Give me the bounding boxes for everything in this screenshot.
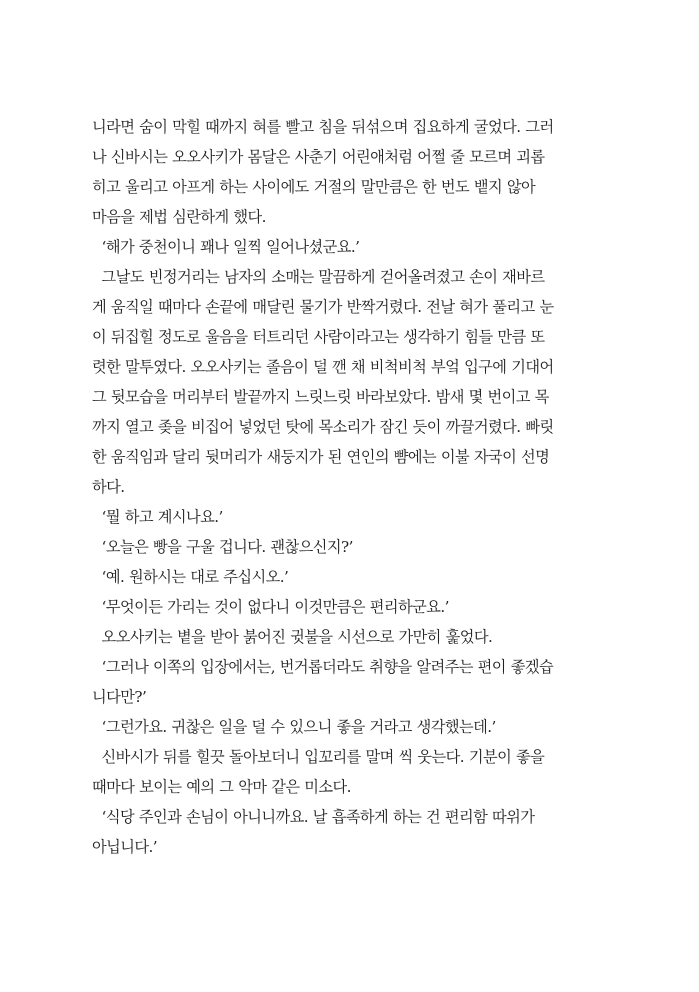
text-line: 아닙니다.’	[92, 838, 158, 856]
text-line: ‘그런가요. 귀찮은 일을 덜 수 있으니 좋을 거라고 생각했는데.’	[92, 718, 496, 736]
text-line: ‘예. 원하시는 대로 주십시오.’	[92, 568, 289, 586]
text-line: 니라면 숨이 막힐 때까지 혀를 빨고 침을 뒤섞으며 집요하게 굴었다. 그러	[92, 118, 554, 136]
text-line: 오오사키는 볕을 받아 붉어진 귓불을 시선으로 가만히 훑었다.	[92, 628, 493, 646]
text-line: 렷한 말투였다. 오오사키는 졸음이 덜 깬 채 비척비척 부엌 입구에 기대어	[92, 358, 554, 376]
text-line: ‘그러나 이쪽의 입장에서는, 번거롭더라도 취향을 알려주는 편이 좋겠습	[92, 658, 554, 676]
text-line: 게 움직일 때마다 손끝에 매달린 물기가 반짝거렸다. 전날 혀가 풀리고 눈	[92, 298, 554, 316]
text-line: 이 뒤집힐 정도로 울음을 터트리던 사람이라고는 생각하기 힘들 만큼 또	[92, 328, 545, 346]
text-line: 까지 열고 좆을 비집어 넣었던 탓에 목소리가 잠긴 듯이 까끌거렸다. 빠릿	[92, 418, 554, 436]
text-line: 그 뒷모습을 머리부터 발끝까지 느릿느릿 바라보았다. 밤새 몇 번이고 목	[92, 388, 549, 406]
text-line: ‘식당 주인과 손님이 아니니까요. 날 흡족하게 하는 건 편리함 따위가	[92, 808, 535, 826]
text-line: ‘해가 중천이니 꽤나 일찍 일어나셨군요.’	[92, 238, 360, 256]
text-line: 니다만?’	[92, 688, 147, 706]
text-line: 하다.	[92, 478, 125, 496]
text-line: 신바시가 뒤를 힐끗 돌아보더니 입꼬리를 말며 씩 웃는다. 기분이 좋을	[92, 748, 545, 766]
text-line: ‘오늘은 빵을 구울 겁니다. 괜찮으신지?’	[92, 538, 353, 556]
text-line: ‘무엇이든 가리는 것이 없다니 이것만큼은 편리하군요.’	[92, 598, 449, 616]
text-line: 그날도 빈정거리는 남자의 소매는 말끔하게 걷어올려졌고 손이 재바르	[92, 268, 545, 286]
text-line: 때마다 보이는 예의 그 악마 같은 미소다.	[92, 778, 351, 796]
text-line: 마음을 제법 심란하게 했다.	[92, 208, 266, 226]
text-line: ‘뭘 하고 계시나요.’	[92, 508, 223, 526]
text-body	[92, 112, 610, 862]
text-line: 한 움직임과 달리 뒷머리가 새둥지가 된 연인의 뺨에는 이불 자국이 선명	[92, 448, 550, 466]
text-line: 나 신바시는 오오사키가 몸달은 사춘기 어린애처럼 어쩔 줄 모르며 괴롭	[92, 148, 545, 166]
text-line: 히고 울리고 아프게 하는 사이에도 거절의 말만큼은 한 번도 뱉지 않아	[92, 178, 536, 196]
